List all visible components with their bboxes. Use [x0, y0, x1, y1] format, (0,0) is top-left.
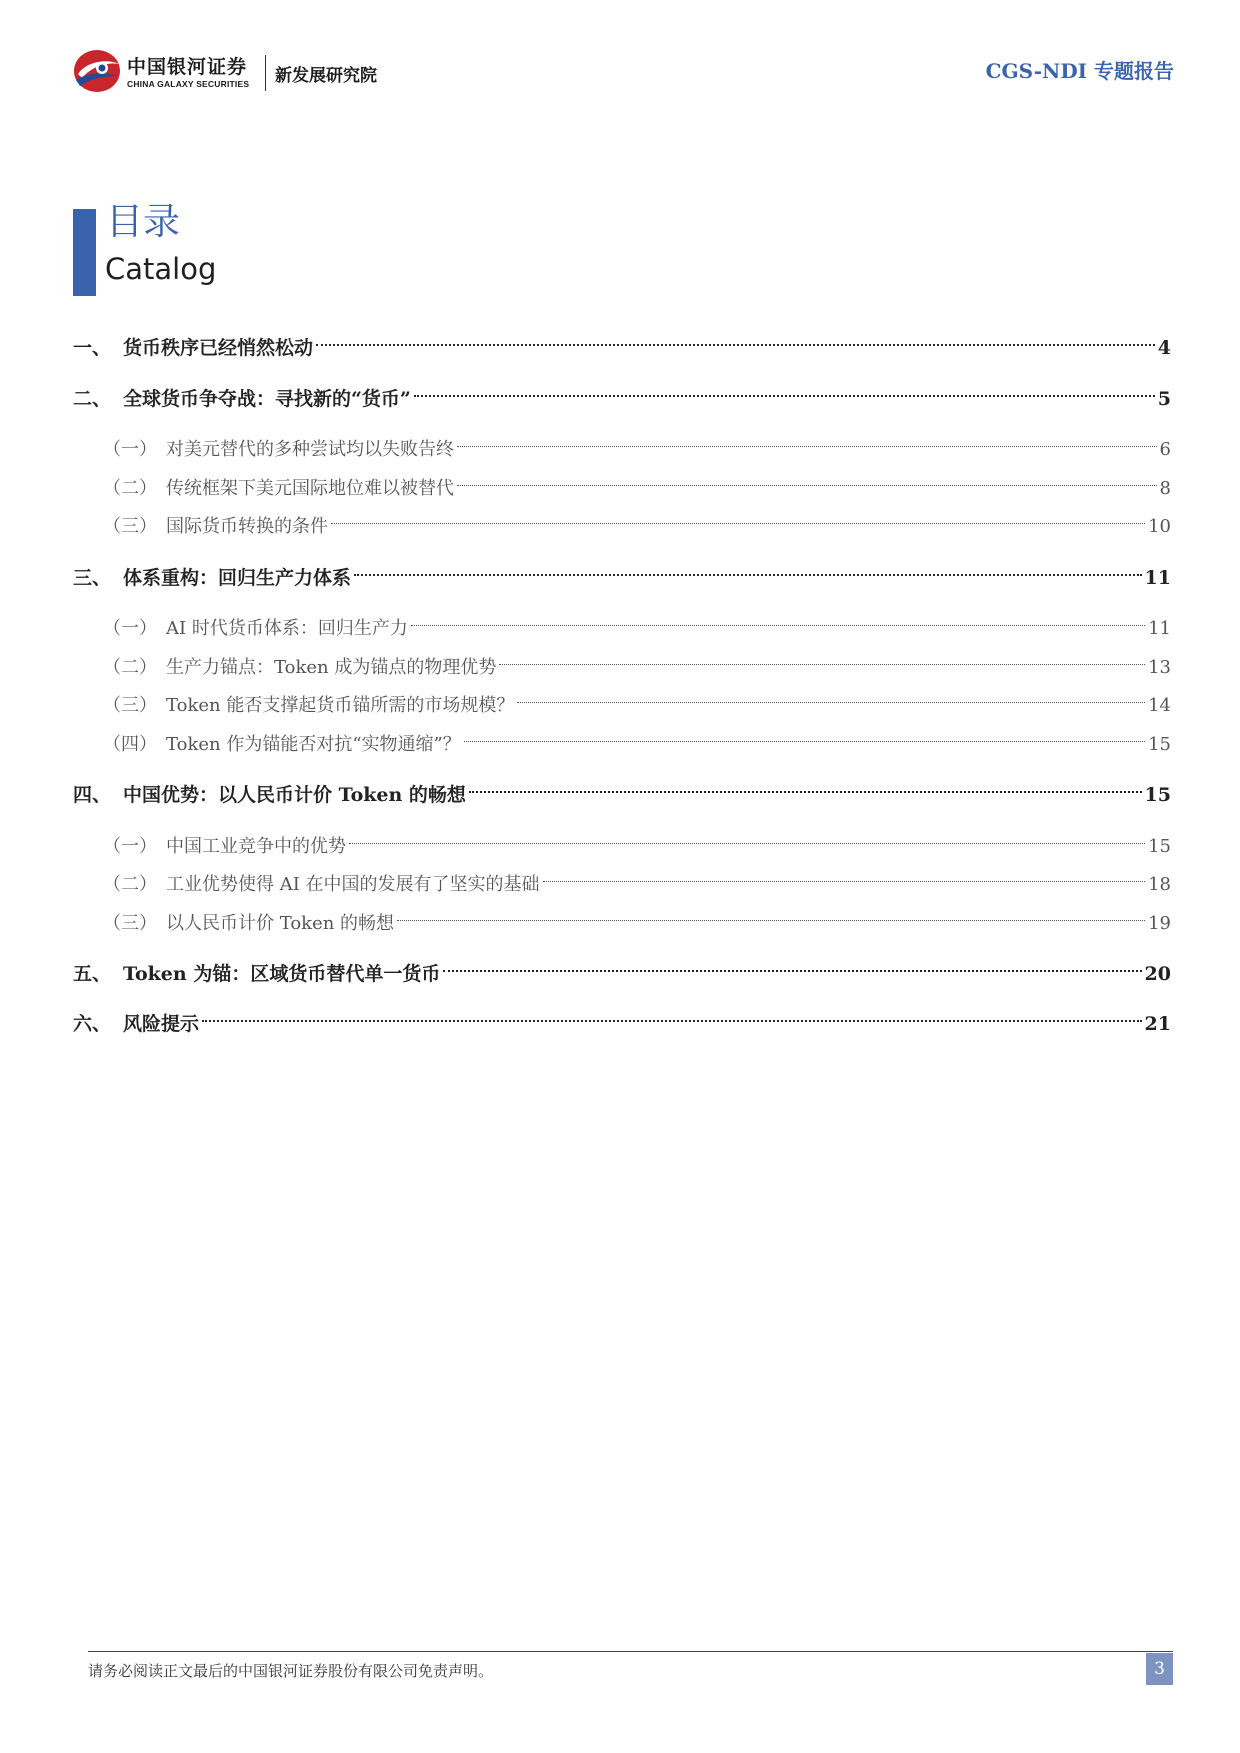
toc-entry-number: （二）	[103, 478, 157, 499]
toc-entry-page: 21	[1144, 1013, 1171, 1035]
toc-entry-title: 传统框架下美元国际地位难以被替代	[166, 478, 454, 499]
toc-entry-title: 对美元替代的多种尝试均以失败告终	[166, 439, 454, 460]
toc-dot-leader	[354, 554, 1142, 584]
report-type-label: CGS-NDI 专题报告	[985, 59, 1174, 83]
toc-entry-number: 五、	[73, 963, 112, 985]
institute-name: 新发展研究院	[275, 66, 377, 86]
toc-dot-leader	[202, 1000, 1142, 1030]
toc-entry[interactable]	[103, 604, 1171, 639]
toc-entry[interactable]	[103, 425, 1171, 460]
toc-entry-page: 14	[1148, 695, 1171, 716]
toc-entry-page: 18	[1148, 874, 1171, 895]
toc-entry[interactable]	[73, 324, 1171, 359]
galaxy-logo-icon	[72, 48, 122, 94]
toc-entry-title: 风险提示	[123, 1013, 200, 1035]
toc-entry[interactable]	[103, 720, 1171, 755]
company-name-en: CHINA GALAXY SECURITIES	[127, 79, 250, 89]
toc-dot-leader	[349, 822, 1145, 852]
toc-entry-number: 六、	[73, 1013, 112, 1035]
toc-entry-number: （三）	[103, 516, 157, 537]
toc-entry-page: 13	[1148, 657, 1171, 678]
toc-entry-page: 5	[1157, 388, 1171, 410]
toc-entry-title: 货币秩序已经悄然松动	[123, 337, 314, 359]
toc-dot-leader	[411, 604, 1145, 634]
catalog-accent-bar	[73, 209, 96, 296]
toc-entry-title: 工业优势使得 AI 在中国的发展有了坚实的基础	[166, 874, 540, 895]
toc-entry-number: （二）	[103, 657, 157, 678]
toc-entry-page: 19	[1148, 913, 1171, 934]
toc-entry-number: 三、	[73, 567, 112, 589]
toc-entry-number: （二）	[103, 874, 157, 895]
toc-entry-number: （一）	[103, 836, 157, 857]
toc-dot-leader	[316, 324, 1155, 354]
toc-dot-leader	[469, 771, 1142, 801]
toc-entry-page: 15	[1148, 734, 1171, 755]
toc-entry-page: 11	[1148, 618, 1171, 639]
toc-dot-leader	[499, 643, 1145, 673]
toc-dot-leader	[397, 899, 1145, 929]
catalog-title-en: Catalog	[105, 252, 217, 286]
toc-entry[interactable]	[103, 464, 1171, 499]
toc-entry-title: Token 为锚：区域货币替代单一货币	[123, 963, 441, 985]
toc-entry[interactable]	[73, 950, 1171, 985]
toc-dot-leader	[543, 860, 1146, 890]
logo-divider	[265, 55, 266, 91]
toc-entry-number: （三）	[103, 695, 157, 716]
company-name-cn: 中国银河证券	[127, 56, 248, 78]
toc-dot-leader	[464, 720, 1145, 750]
toc-entry[interactable]	[73, 1000, 1171, 1035]
toc-entry[interactable]	[103, 681, 1171, 716]
toc-entry-number: 一、	[73, 337, 112, 359]
toc-entry-title: 国际货币转换的条件	[166, 516, 328, 537]
toc-entry-number: 二、	[73, 388, 112, 410]
toc-dot-leader	[457, 425, 1157, 455]
toc-dot-leader	[457, 464, 1157, 494]
toc-entry-title: 全球货币争夺战：寻找新的“货币”	[123, 388, 411, 410]
toc-entry-title: 中国工业竞争中的优势	[166, 836, 346, 857]
catalog-title-cn: 目录	[106, 200, 180, 243]
toc-entry[interactable]	[103, 899, 1171, 934]
toc-entry-number: （一）	[103, 618, 157, 639]
toc-dot-leader	[414, 375, 1155, 405]
toc-entry[interactable]	[73, 554, 1171, 589]
toc-entry-page: 8	[1159, 478, 1171, 499]
toc-entry-title: Token 作为锚能否对抗“实物通缩”？	[166, 734, 461, 755]
toc-entry-title: 体系重构：回归生产力体系	[123, 567, 352, 589]
toc-entry-page: 20	[1144, 963, 1171, 985]
footer-divider	[88, 1651, 1173, 1652]
toc-dot-leader	[517, 681, 1145, 711]
toc-entry-page: 15	[1144, 784, 1171, 806]
toc-entry[interactable]	[73, 771, 1171, 806]
toc-entry-page: 4	[1157, 337, 1171, 359]
toc-entry[interactable]	[103, 860, 1171, 895]
toc-entry[interactable]	[103, 502, 1171, 537]
toc-entry[interactable]	[73, 375, 1171, 410]
toc-dot-leader	[331, 502, 1145, 532]
page-number-badge: 3	[1146, 1653, 1173, 1685]
toc-entry[interactable]	[103, 822, 1171, 857]
toc-entry-page: 11	[1144, 567, 1171, 589]
toc-entry-title: 生产力锚点：Token 成为锚点的物理优势	[166, 657, 497, 678]
toc-entry-title: 中国优势：以人民币计价 Token 的畅想	[123, 784, 466, 806]
toc-dot-leader	[443, 950, 1141, 980]
toc-entry-title: Token 能否支撑起货币锚所需的市场规模？	[166, 695, 515, 716]
toc-entry-number: （一）	[103, 439, 157, 460]
toc-entry-page: 15	[1148, 836, 1171, 857]
footer-disclaimer: 请务必阅读正文最后的中国银河证券股份有限公司免责声明。	[88, 1662, 494, 1680]
toc-entry-number: （四）	[103, 734, 157, 755]
toc-entry-number: （三）	[103, 913, 157, 934]
toc-entry-page: 10	[1148, 516, 1171, 537]
toc-entry-page: 6	[1159, 439, 1171, 460]
toc-entry-title: 以人民币计价 Token 的畅想	[166, 913, 395, 934]
toc-entry-number: 四、	[73, 784, 112, 806]
page-header	[0, 0, 1240, 110]
toc-entry[interactable]	[103, 643, 1171, 678]
toc-entry-title: AI 时代货币体系：回归生产力	[166, 618, 408, 639]
